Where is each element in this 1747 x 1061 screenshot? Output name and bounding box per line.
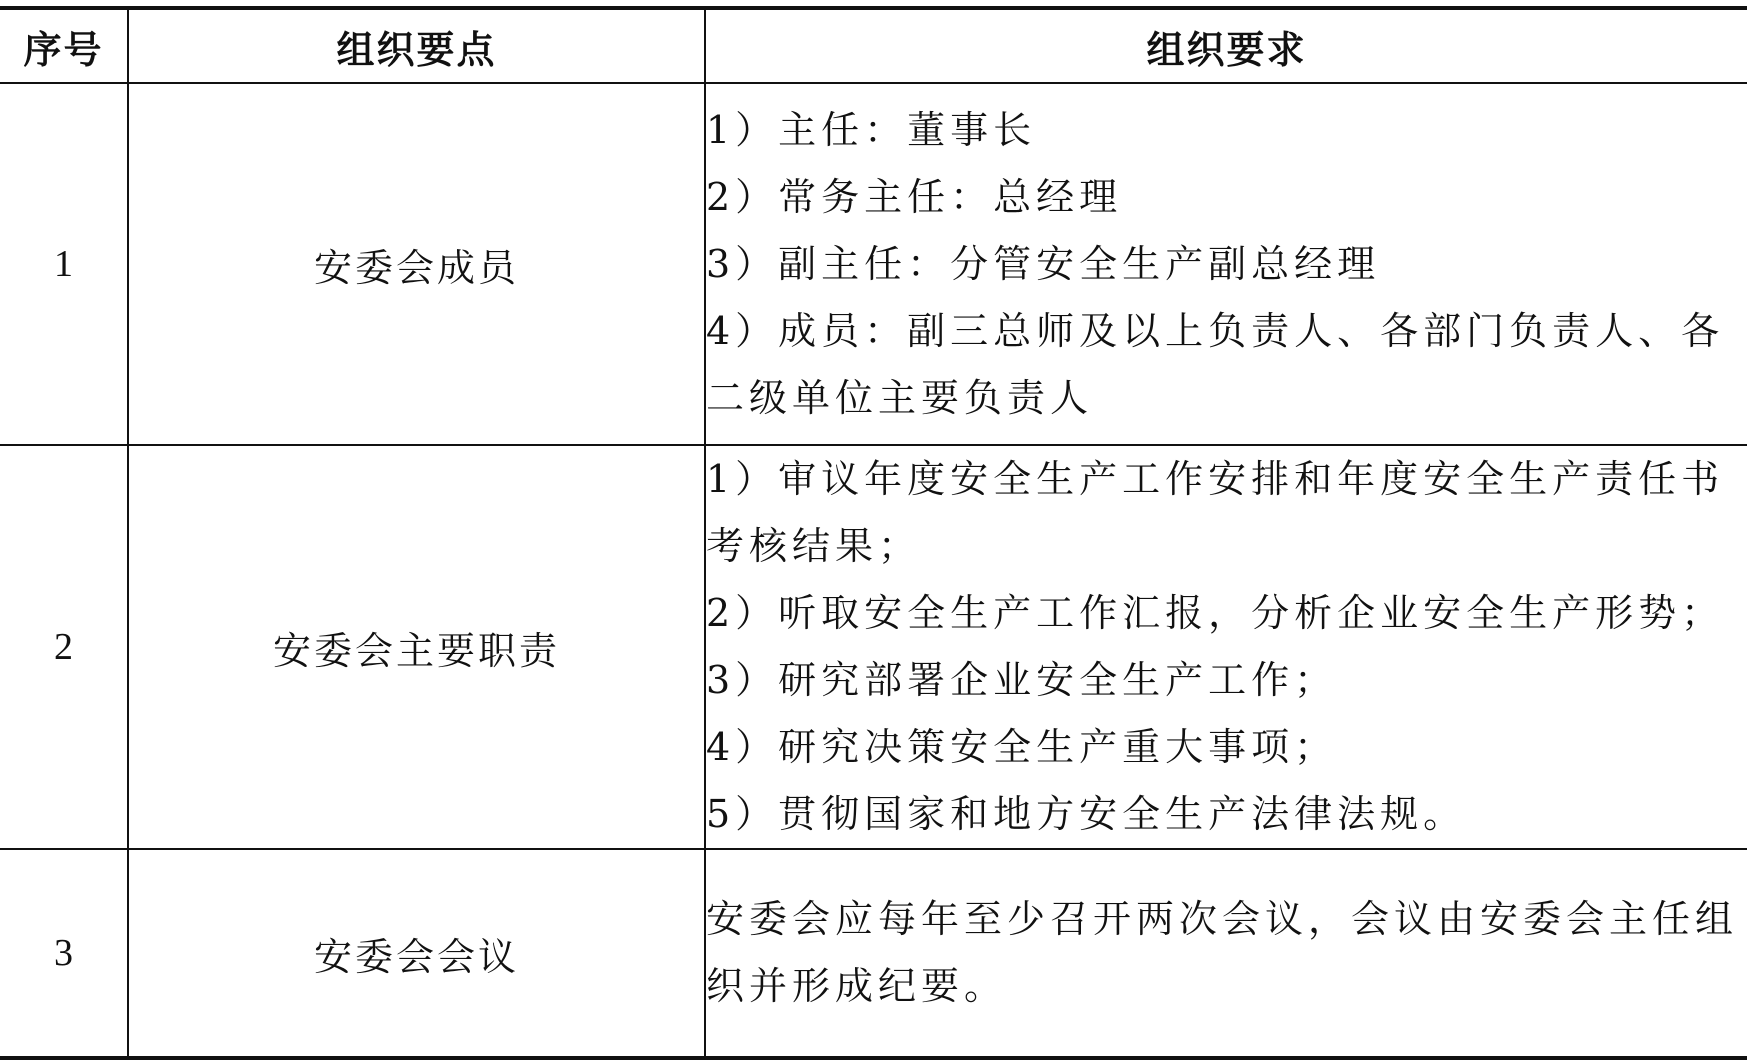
row-index: 2 bbox=[0, 445, 128, 849]
row-requirements bbox=[705, 849, 1747, 1058]
table-row bbox=[0, 849, 1747, 1058]
requirement-item: 1）审议年度安全生产工作安排和年度安全生产责任书考核结果； bbox=[706, 457, 1725, 568]
header-requirement: 组织要求 bbox=[705, 8, 1747, 83]
row-point: 安委会会议 bbox=[128, 849, 705, 1058]
organization-table-container bbox=[0, 6, 1747, 1060]
requirement-item: 5）贯彻国家和地方安全生产法律法规。 bbox=[706, 792, 1467, 836]
organization-table bbox=[0, 6, 1747, 1060]
row-index: 3 bbox=[0, 849, 128, 1058]
header-point: 组织要点 bbox=[128, 8, 705, 83]
requirement-item: 1）主任：董事长 bbox=[706, 107, 1037, 152]
row-index: 1 bbox=[0, 83, 128, 445]
table-row bbox=[0, 83, 1747, 445]
requirement-item: 4）成员：副三总师及以上负责人、各部门负责人、各二级单位主要负责人 bbox=[706, 308, 1725, 420]
requirement-item: 2）听取安全生产工作汇报，分析企业安全生产形势； bbox=[706, 591, 1725, 635]
requirement-item: 3）副主任：分管安全生产副总经理 bbox=[706, 241, 1381, 286]
requirement-item: 4）研究决策安全生产重大事项； bbox=[706, 725, 1338, 769]
requirement-item: 3）研究部署企业安全生产工作； bbox=[706, 658, 1338, 702]
requirement-item: 安委会应每年至少召开两次会议，会议由安委会主任组织并形成纪要。 bbox=[706, 897, 1739, 1008]
row-point: 安委会主要职责 bbox=[128, 445, 705, 849]
table-header-row bbox=[0, 8, 1747, 83]
row-requirements bbox=[705, 83, 1747, 445]
table-row bbox=[0, 445, 1747, 849]
row-requirements bbox=[705, 445, 1747, 849]
header-index: 序号 bbox=[0, 8, 128, 83]
requirement-item: 2）常务主任：总经理 bbox=[706, 174, 1123, 219]
row-point: 安委会成员 bbox=[128, 83, 705, 445]
